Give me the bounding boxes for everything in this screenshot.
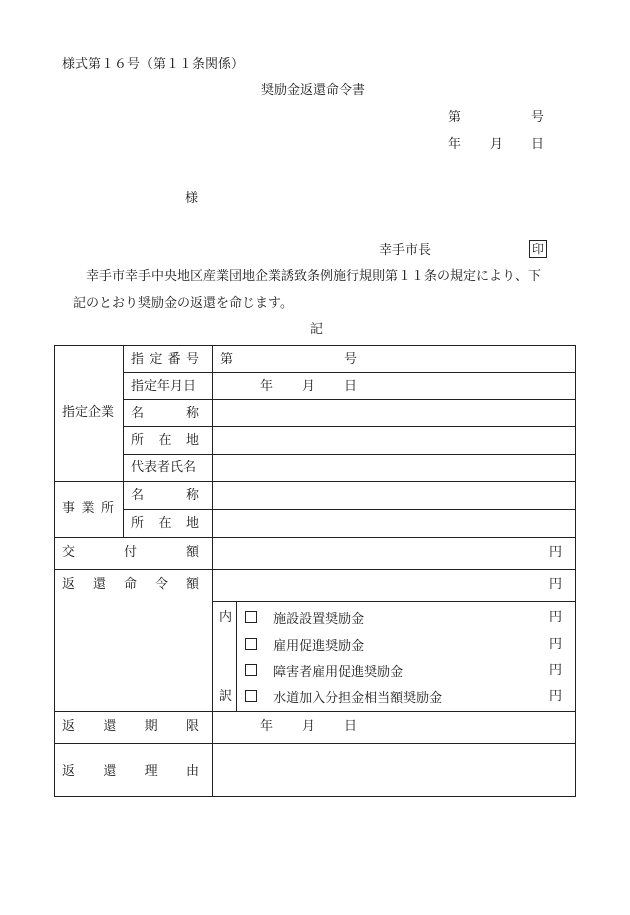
breakdown-item-4-yen: 円 xyxy=(549,689,563,704)
value-deadline-day: 日 xyxy=(344,719,358,734)
label-return-order-amount: 返 還 命 令 額 xyxy=(62,577,199,592)
date-month: 月 xyxy=(490,137,504,152)
seal-mark: 印 xyxy=(529,240,547,258)
return-order-amount-yen: 円 xyxy=(549,577,563,592)
number-dai: 第 xyxy=(448,110,462,125)
date-year: 年 xyxy=(448,137,462,152)
breakdown-item-2: 雇用促進奨励金 xyxy=(245,638,364,653)
form-number: 様式第１６号（第１１条関係） xyxy=(62,57,245,72)
value-designation-month: 月 xyxy=(302,379,316,394)
checkbox-employment-grant[interactable] xyxy=(245,638,257,650)
label-representative: 代表者氏名 xyxy=(131,460,197,475)
label-return-reason: 返 還 理 由 xyxy=(62,764,199,779)
date-day: 日 xyxy=(531,137,545,152)
issuer-name: 幸手市長 xyxy=(379,243,432,258)
label-company-location: 所 在 地 xyxy=(131,433,199,448)
breakdown-item-3: 障害者雇用促進奨励金 xyxy=(245,664,403,679)
number-go: 号 xyxy=(531,110,545,125)
checkbox-facility-grant[interactable] xyxy=(245,611,257,623)
label-return-deadline: 返 還 期 限 xyxy=(62,719,199,734)
breakdown-item-4: 水道加入分担金相当額奨励金 xyxy=(245,690,442,705)
label-office-name: 名 称 xyxy=(131,488,199,503)
body-line-1: 幸手市幸手中央地区産業団地企業誘致条例施行規則第１１条の規定により、下 xyxy=(86,269,542,284)
value-number-dai: 第 xyxy=(220,352,234,367)
value-designation-day: 日 xyxy=(344,379,358,394)
breakdown-item-1-yen: 円 xyxy=(549,610,563,625)
breakdown-uchi: 内 xyxy=(219,610,233,625)
label-designated-company: 指定企業 xyxy=(62,405,115,420)
document-title: 奨励金返還命令書 xyxy=(261,83,366,98)
value-deadline-year: 年 xyxy=(260,719,274,734)
addressee-suffix: 様 xyxy=(185,191,199,206)
breakdown-item-1: 施設設置奨励金 xyxy=(245,611,364,626)
checkbox-disabled-employment-grant[interactable] xyxy=(245,664,257,676)
body-line-2: 記のとおり奨励金の返還を命じます。 xyxy=(73,296,293,311)
label-company-name: 名 称 xyxy=(131,406,199,421)
breakdown-item-3-yen: 円 xyxy=(549,663,563,678)
label-designation-date: 指定年月日 xyxy=(131,379,197,394)
label-office-location: 所 在 地 xyxy=(131,516,199,531)
value-deadline-month: 月 xyxy=(302,719,316,734)
value-designation-year: 年 xyxy=(260,379,274,394)
label-grant-amount: 交 付 額 xyxy=(62,545,199,560)
label-office: 事 業 所 xyxy=(62,501,114,516)
value-number-go: 号 xyxy=(344,352,358,367)
checkbox-water-connection-grant[interactable] xyxy=(245,690,257,702)
breakdown-wake: 訳 xyxy=(219,689,233,704)
ki-marker: 記 xyxy=(310,322,324,337)
grant-amount-yen: 円 xyxy=(549,545,563,560)
breakdown-item-2-yen: 円 xyxy=(549,637,563,652)
label-designation-number: 指 定 番 号 xyxy=(131,352,199,367)
